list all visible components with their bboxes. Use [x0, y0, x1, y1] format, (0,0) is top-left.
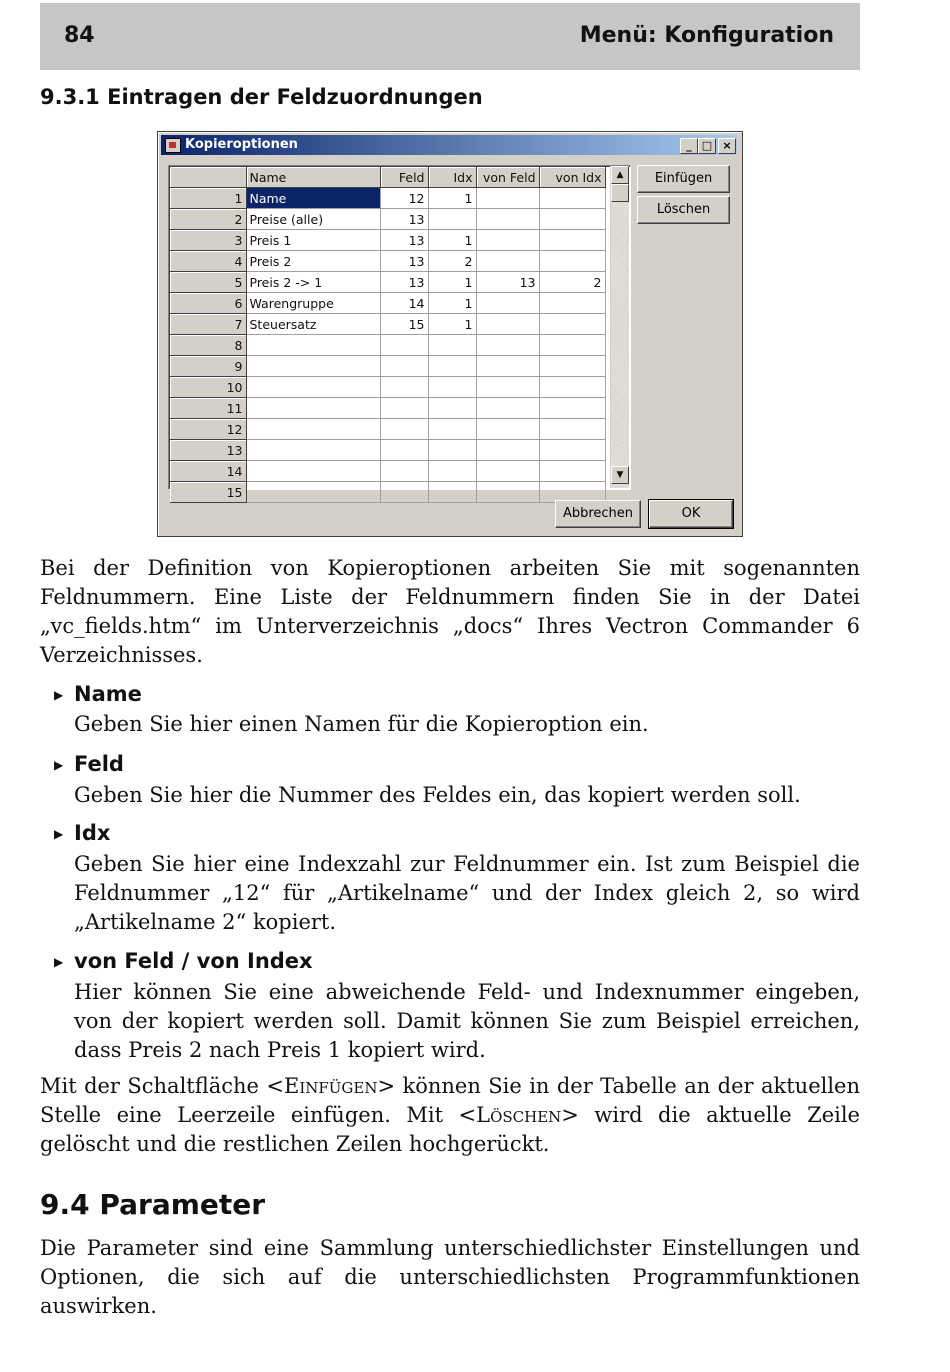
grid-cell[interactable] [428, 335, 476, 356]
grid-cell[interactable]: 13 [476, 272, 539, 293]
grid-cell[interactable] [539, 251, 605, 272]
column-header-von-idx[interactable]: von Idx [539, 167, 605, 188]
grid-cell[interactable] [246, 398, 380, 419]
grid-cell[interactable] [380, 335, 428, 356]
closing-text-c: > wird die aktuelle Zeile gelöscht und die restlichen Zeilen hochgerückt. [40, 1103, 860, 1156]
table-row[interactable] [170, 335, 605, 356]
grid-cell[interactable] [539, 461, 605, 482]
grid-cell[interactable] [476, 314, 539, 335]
row-header: 15 [170, 482, 246, 503]
maximize-icon[interactable]: □ [698, 138, 716, 154]
table-row[interactable] [170, 230, 605, 251]
grid-cell[interactable] [539, 398, 605, 419]
grid-cell[interactable] [539, 314, 605, 335]
section-heading-931: 9.3.1 Eintragen der Feldzuordnungen [40, 85, 483, 109]
table-row[interactable] [170, 209, 605, 230]
table-row[interactable] [170, 440, 605, 461]
corner-cell [170, 167, 246, 188]
grid-cell[interactable] [539, 188, 605, 209]
grid-cell[interactable] [380, 419, 428, 440]
app-icon [165, 138, 181, 153]
grid-cell[interactable] [428, 398, 476, 419]
closing-text-b: > können Sie in der Tabelle an der aktuellen Stelle eine Leerzeile einfügen. Mit < [40, 1074, 861, 1127]
grid-cell[interactable] [476, 398, 539, 419]
row-header: 3 [170, 230, 246, 251]
grid-cell[interactable] [476, 251, 539, 272]
item-text-name: Geben Sie hier einen Namen für die Kopieroption ein. [74, 712, 649, 736]
grid-cell[interactable] [428, 461, 476, 482]
grid-cell[interactable] [246, 377, 380, 398]
grid-cell[interactable] [428, 356, 476, 377]
table-row[interactable] [170, 251, 605, 272]
grid-cell[interactable] [539, 230, 605, 251]
grid-cell[interactable] [380, 398, 428, 419]
minimize-icon[interactable]: _ [680, 138, 698, 154]
grid-cell[interactable] [476, 482, 539, 503]
ok-button[interactable]: OK [649, 500, 733, 528]
grid-cell[interactable]: 1 [428, 272, 476, 293]
row-header: 10 [170, 377, 246, 398]
grid-cell[interactable] [476, 356, 539, 377]
grid-cell[interactable]: 1 [428, 230, 476, 251]
grid-cell[interactable] [476, 335, 539, 356]
row-header: 8 [170, 335, 246, 356]
grid-cell[interactable] [476, 293, 539, 314]
grid-cell[interactable] [539, 356, 605, 377]
grid-cell[interactable] [476, 440, 539, 461]
grid-cell[interactable] [428, 440, 476, 461]
grid-cell[interactable] [246, 440, 380, 461]
table-row[interactable] [170, 482, 605, 503]
grid-cell[interactable] [476, 419, 539, 440]
grid-cell[interactable] [246, 461, 380, 482]
column-header-name[interactable]: Name [246, 167, 380, 188]
grid-cell[interactable] [476, 188, 539, 209]
copy-options-grid[interactable] [168, 165, 631, 500]
scroll-down-icon[interactable]: ▼ [611, 466, 629, 484]
table-row[interactable] [170, 419, 605, 440]
row-header: 2 [170, 209, 246, 230]
grid-header-row [170, 167, 605, 188]
grid-cell[interactable] [246, 335, 380, 356]
row-header: 12 [170, 419, 246, 440]
grid-cell[interactable]: 1 [428, 314, 476, 335]
item-text-von-feld: Hier können Sie eine abweichende Feld- und Indexnummer eingeben, von der kopiert werden soll. Damit können Sie zum Beispiel erreichen, dass Preis 2 nach Preis 1 kopiert wird. [74, 980, 860, 1062]
grid-cell[interactable] [380, 461, 428, 482]
close-icon[interactable]: × [718, 138, 736, 154]
item-text-idx: Geben Sie hier eine Indexzahl zur Feldnummer ein. Ist zum Beispiel die Feldnummer „12“ für „Artikelname“ und der Index gleich 2, so wird „Artikelname 2“ kopiert. [74, 852, 860, 934]
closing-paragraph [40, 1072, 860, 1159]
item-title-feld: Feld [74, 752, 124, 776]
scroll-up-icon[interactable]: ▲ [611, 166, 629, 184]
grid-cell[interactable]: 13 [380, 251, 428, 272]
item-title-name: Name [74, 682, 142, 706]
grid-cell[interactable]: 2 [428, 251, 476, 272]
row-header: 1 [170, 188, 246, 209]
closing-text-a: Mit der Schaltfläche < [40, 1074, 284, 1098]
grid-cell[interactable]: 14 [380, 293, 428, 314]
grid-cell[interactable]: 15 [380, 314, 428, 335]
grid-cell[interactable] [539, 419, 605, 440]
grid-cell[interactable]: 13 [380, 272, 428, 293]
row-header: 14 [170, 461, 246, 482]
table-row[interactable] [170, 377, 605, 398]
row-header: 9 [170, 356, 246, 377]
vertical-scrollbar[interactable] [610, 166, 629, 488]
grid-cell[interactable] [539, 293, 605, 314]
row-header: 6 [170, 293, 246, 314]
grid-cell[interactable] [476, 209, 539, 230]
column-header-idx[interactable]: Idx [428, 167, 476, 188]
cancel-button[interactable]: Abbrechen [555, 500, 641, 528]
item-title-idx: Idx [74, 821, 111, 845]
table-row[interactable] [170, 398, 605, 419]
table-row[interactable] [170, 461, 605, 482]
row-header: 7 [170, 314, 246, 335]
grid-cell[interactable] [380, 482, 428, 503]
grid-cell[interactable] [246, 356, 380, 377]
grid-cell[interactable] [380, 440, 428, 461]
section-heading-94: 9.4 Parameter [40, 1188, 266, 1221]
grid-cell[interactable]: 1 [428, 188, 476, 209]
grid-cell[interactable] [539, 209, 605, 230]
dialog-title: Kopieroptionen [185, 137, 298, 152]
parameter-paragraph: Die Parameter sind eine Sammlung unterschiedlichster Einstellungen und Optionen, die sich auf die unterschiedlichsten Programmfunktionen auswirken. [40, 1236, 860, 1318]
grid-cell[interactable]: Preise (alle) [246, 209, 380, 230]
dialog-titlebar [161, 135, 737, 155]
delete-button[interactable]: Löschen [637, 196, 730, 224]
grid-cell[interactable] [476, 230, 539, 251]
grid-cell[interactable]: Preis 2 [246, 251, 380, 272]
intro-paragraph: Bei der Definition von Kopieroptionen arbeiten Sie mit sogenannten Feldnummern. Eine Liste der Feldnummern finden Sie in der Datei „vc_fields.htm“ im Unterverzeichnis „docs“ Ihres Vectron Commander 6 Verzeichnisses. [40, 556, 860, 667]
scroll-thumb[interactable] [611, 184, 629, 202]
grid-cell[interactable]: Preis 1 [246, 230, 380, 251]
row-header: 13 [170, 440, 246, 461]
grid-cell[interactable] [380, 377, 428, 398]
grid-cell[interactable]: Name [246, 188, 380, 209]
bullet-arrow-icon: ▶ [54, 758, 64, 772]
page-header [40, 3, 860, 70]
page-number: 84 [64, 23, 95, 48]
grid-cell[interactable]: Preis 2 -> 1 [246, 272, 380, 293]
grid-cell[interactable] [428, 209, 476, 230]
table-row[interactable] [170, 188, 605, 209]
grid-cell[interactable] [476, 461, 539, 482]
row-header: 5 [170, 272, 246, 293]
grid-cell[interactable]: 2 [539, 272, 605, 293]
grid-cell[interactable] [246, 419, 380, 440]
grid-cell[interactable]: 13 [380, 230, 428, 251]
table-row[interactable] [170, 314, 605, 335]
column-header-von-feld[interactable]: von Feld [476, 167, 539, 188]
table-row[interactable] [170, 293, 605, 314]
grid-cell[interactable] [428, 482, 476, 503]
bullet-arrow-icon: ▶ [54, 827, 64, 841]
header-title: Menü: Konfiguration [579, 23, 834, 48]
loeschen-term: Löschen [476, 1103, 562, 1127]
grid-cell[interactable] [428, 377, 476, 398]
grid-cell[interactable] [539, 440, 605, 461]
kopieroptionen-dialog [157, 131, 743, 537]
grid-cell[interactable] [428, 419, 476, 440]
table-row[interactable] [170, 356, 605, 377]
bullet-arrow-icon: ▶ [54, 688, 64, 702]
item-text-feld: Geben Sie hier die Nummer des Feldes ein, das kopiert werden soll. [74, 783, 801, 807]
insert-button[interactable]: Einfügen [637, 165, 730, 193]
grid-cell[interactable] [380, 356, 428, 377]
table-row[interactable] [170, 272, 605, 293]
grid-cell[interactable] [539, 335, 605, 356]
grid-cell[interactable]: Steuersatz [246, 314, 380, 335]
grid-cell[interactable]: Warengruppe [246, 293, 380, 314]
grid-cell[interactable]: 1 [428, 293, 476, 314]
column-header-feld[interactable]: Feld [380, 167, 428, 188]
grid-cell[interactable]: 13 [380, 209, 428, 230]
einfuegen-term: Einfügen [283, 1074, 378, 1098]
row-header: 11 [170, 398, 246, 419]
grid-cell[interactable] [539, 377, 605, 398]
item-title-von-feld: von Feld / von Index [74, 949, 313, 973]
grid-cell[interactable] [476, 377, 539, 398]
grid-cell[interactable]: 12 [380, 188, 428, 209]
bullet-arrow-icon: ▶ [54, 955, 64, 969]
row-header: 4 [170, 251, 246, 272]
grid-cell[interactable] [246, 482, 380, 503]
